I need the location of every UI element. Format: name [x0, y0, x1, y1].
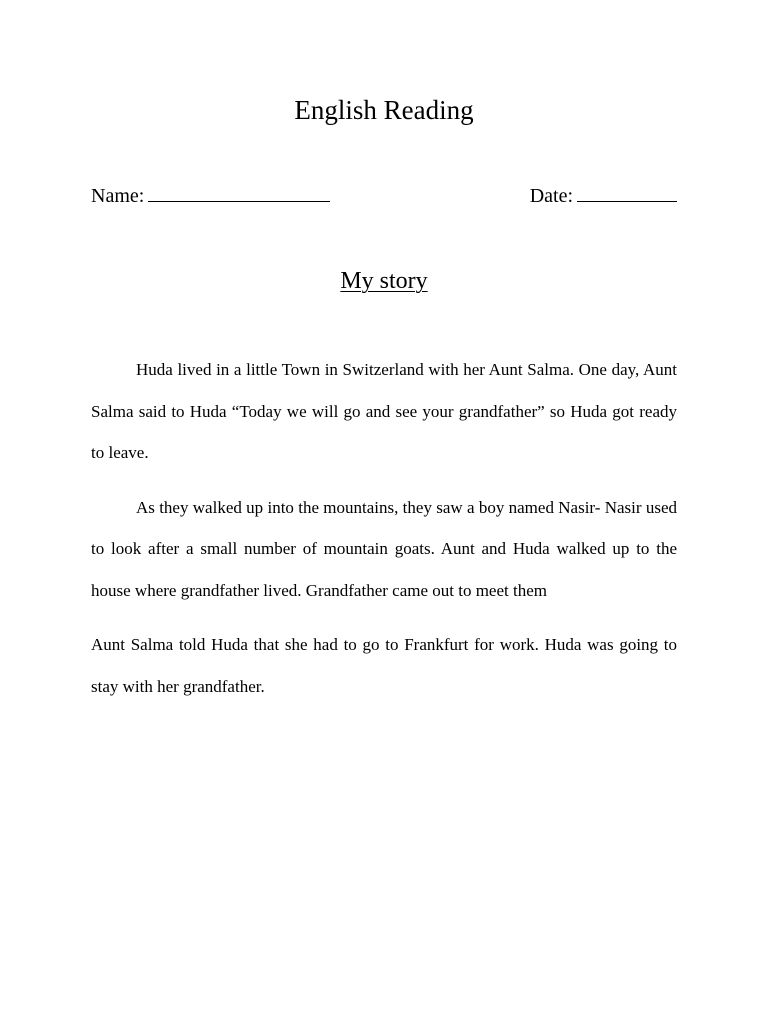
date-blank-line[interactable]	[577, 183, 677, 202]
story-title	[0, 265, 768, 297]
date-label: Date:	[529, 185, 573, 207]
story-title-text: My story	[340, 268, 428, 294]
name-blank-line[interactable]	[148, 183, 330, 202]
date-field	[530, 182, 677, 210]
name-label: Name:	[91, 185, 145, 207]
story-body	[91, 349, 677, 720]
story-paragraph-2: As they walked up into the mountains, they saw a boy named Nasir- Nasir used to look after a small number of mountain goats. Aunt and Huda walked up to the house where grandfather lived. Grandfather came out to meet them	[91, 497, 677, 600]
story-paragraph-1: Huda lived in a little Town in Switzerland with her Aunt Salma. One day, Aunt Salma said to Huda “Today we will go and see your grandfather” so Huda got ready to leave.	[91, 360, 677, 462]
story-paragraph-3: Aunt Salma told Huda that she had to go to Frankfurt for work. Huda was going to stay with her grandfather.	[91, 635, 677, 696]
page-title: English Reading	[294, 95, 474, 125]
name-field	[91, 182, 330, 210]
header-fields	[91, 182, 677, 210]
